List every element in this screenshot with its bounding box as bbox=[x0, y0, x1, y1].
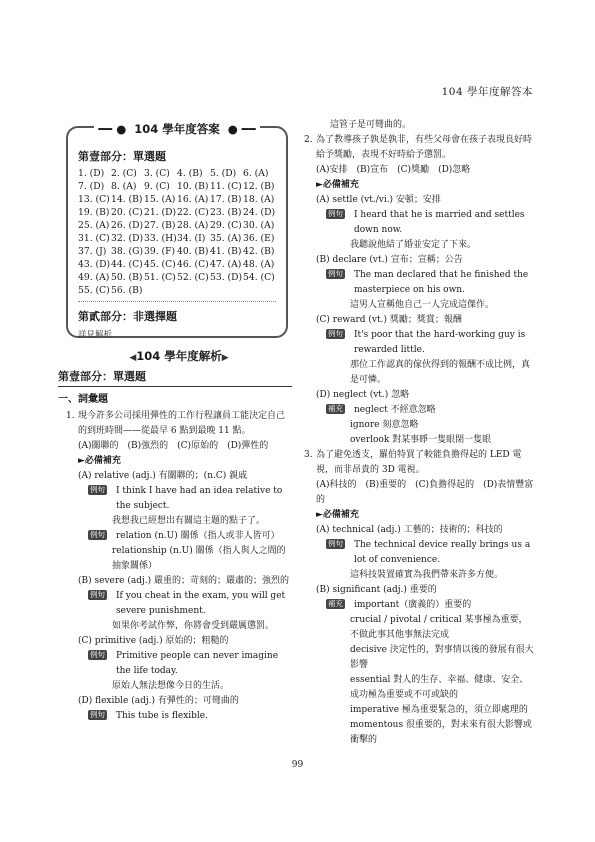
answer-cell: 19. (B) bbox=[78, 207, 110, 218]
answer-cell: 10. (B) bbox=[177, 181, 209, 192]
answer-cell: 5. (D) bbox=[210, 168, 237, 179]
analysis-title: ◀104 學年度解析▶ bbox=[129, 349, 229, 363]
answer-cell: 20. (C) bbox=[111, 207, 143, 218]
answer-cell: 15. (A) bbox=[144, 194, 176, 205]
q1-d-def: (D) flexible (adj.) 有彈性的；可彎曲的 bbox=[78, 696, 239, 706]
answer-cell: 17. (B) bbox=[210, 194, 242, 205]
q1-supplement-heading: ►必備補充 bbox=[78, 456, 121, 466]
answer-cell: 34. (I) bbox=[177, 233, 206, 244]
answer-cell: 47. (A) bbox=[210, 259, 242, 270]
answer-cell: 54. (C) bbox=[243, 272, 275, 283]
page-number: 99 bbox=[291, 760, 304, 770]
part2-heading: 第貳部分：非選擇題 bbox=[78, 310, 177, 323]
answer-cell: 38. (G) bbox=[111, 246, 144, 257]
answer-cell: 29. (C) bbox=[210, 220, 242, 231]
divider bbox=[78, 301, 276, 302]
answer-cell: 14. (B) bbox=[111, 194, 143, 205]
answer-cell: 40. (B) bbox=[177, 246, 209, 257]
q1-d-example-zh: 這管子是可彎曲的。 bbox=[330, 120, 412, 130]
answer-cell: 37. (J) bbox=[78, 246, 107, 257]
answer-cell: 21. (D) bbox=[144, 207, 177, 218]
answer-cell: 25. (A) bbox=[78, 220, 110, 231]
right-column bbox=[304, 118, 534, 748]
answer-cell: 31. (C) bbox=[78, 233, 110, 244]
question-1: 1. 現今許多公司採用彈性的工作行程讓員工能決定自己的到班時間——從最早 6 點到最晚 11 點。 (A)關聯的 (B)強烈的 (C)原始的 (D)彈性的 ►必備補充 (A) relative (adj.) 有關聯的；(n.C) 親戚 例句 I think I have had an idea relative to the subject. 我想我已經想出有關這主題的點子了。 例句 relation (n.U) 關係（指人或非人皆可） relationship (n.U) 關係（指人與人之間的抽象關係） (B) severe (adj.) 嚴重的；苛刻的；嚴肅的；強烈的 例句 If you cheat in the exam, you will get severe punishment. 如果你考試作弊，你將會受到嚴厲懲罰。 (C) primitive (adj.) 原始的；粗糙的 例句 Primitive people can never imagine the life today. 原始人無法想像今日的生活。 (D) flexible (adj.) 有彈性的；可彎曲的 例句 This tube is flexible. bbox=[66, 409, 292, 724]
answer-box-title: ━━ ● 104 學年度答案 ● ━━ bbox=[68, 118, 286, 137]
answer-cell: 45. (C) bbox=[144, 259, 176, 270]
q1-c-def: (C) primitive (adj.) 原始的；粗糙的 bbox=[78, 636, 229, 646]
answer-cell: 56. (B) bbox=[111, 285, 143, 296]
answer-cell: 6. (A) bbox=[243, 168, 269, 179]
answer-cell: 24. (D) bbox=[243, 207, 276, 218]
answer-cell: 13. (C) bbox=[78, 194, 110, 205]
answer-box bbox=[66, 122, 288, 340]
answer-cell: 51. (C) bbox=[144, 272, 176, 283]
answer-cell: 50. (B) bbox=[111, 272, 143, 283]
answer-cell: 16. (A) bbox=[177, 194, 209, 205]
answer-cell: 12. (B) bbox=[243, 181, 275, 192]
analysis-part1-heading: 第壹部分：單選題 bbox=[58, 368, 292, 387]
answer-cell: 46. (C) bbox=[177, 259, 209, 270]
answer-cell: 30. (A) bbox=[243, 220, 275, 231]
part2-note: 詳見解析 bbox=[78, 330, 113, 340]
answer-cell: 3. (C) bbox=[144, 168, 170, 179]
q1-options: (A)關聯的 (B)強烈的 (C)原始的 (D)彈性的 bbox=[78, 441, 269, 451]
answer-cell: 53. (D) bbox=[210, 272, 243, 283]
answer-cell: 28. (A) bbox=[177, 220, 209, 231]
answer-cell: 44. (C) bbox=[111, 259, 143, 270]
answer-cell: 7. (D) bbox=[78, 181, 105, 192]
answer-cell: 32. (D) bbox=[111, 233, 144, 244]
answer-cell: 43. (D) bbox=[78, 259, 111, 270]
answer-cell: 49. (A) bbox=[78, 272, 110, 283]
answer-cell: 26. (D) bbox=[111, 220, 144, 231]
left-column bbox=[58, 118, 292, 724]
answer-cell: 1. (D) bbox=[78, 168, 105, 179]
q1-b-def: (B) severe (adj.) 嚴重的；苛刻的；嚴肅的；強烈的 bbox=[78, 576, 290, 586]
section-heading: 一、詞彙題 bbox=[58, 394, 108, 405]
answer-cell: 22. (C) bbox=[177, 207, 209, 218]
answer-grid bbox=[78, 168, 276, 296]
answer-cell: 39. (F) bbox=[144, 246, 176, 257]
part1-heading: 第壹部分：單選題 bbox=[78, 150, 166, 163]
answer-cell: 35. (A) bbox=[210, 233, 242, 244]
answer-cell: 18. (A) bbox=[243, 194, 275, 205]
question-2: 2. 為了教導孩子孰是孰非，有些父母會在孩子表現良好時給予獎勵，表現不好時給予懲罰。 (A)安排 (B)宣布 (C)獎勵 (D)忽略 ►必備補充 (A) settle (vt./vi.) 安頓；安排 例句 I heard that he is married and settles down now. 我聽說他結了婚並安定了下來。 (B) declare (vt.) 宣布；宣稱；公告 例句 The man declared that he finished the masterpiece on his own. 這男人宣稱他自己一人完成這傑作。 (C) reward (vt.) 獎勵；獎賞；報酬 例句 It's poor that the hard-working guy is rewarded little. 那位工作認真的傢伙得到的報酬不成比例，真是可憐。 (D) neglect (vt.) 忽略 補充 neglect 不經意忽略 ignore 刻意忽略 overlook 對某事睜一隻眼閉一隻眼 bbox=[304, 135, 533, 445]
answer-cell: 41. (B) bbox=[210, 246, 242, 257]
answer-cell: 8. (A) bbox=[111, 181, 137, 192]
question-3: 3. 為了避免透支，羅伯特買了較能負擔得起的 LED 電視，而非昂貴的 3D 電視。 (A)科技的 (B)重要的 (C)負擔得起的 (D)表情豐富的 ►必備補充 (A) technical (adj.) 工藝的；技術的；科技的 例句 The technical device really brings us a lot of convenience. 這科技裝置確實為我們帶來許多方便。 (B) significant (adj.) 重要的 補充 important（廣義的）重要的 crucial / pivotal / critical 某事極為重要，不做此事其他事無法完成 decisive 決定性的，對事情以後的發展有很大影響 essential 對人的生存、幸福、健康、安全、成功極為重要或不可或缺的 imperative 極為重要緊急的，須立即處理的 momentous 很重要的，對未來有很大影響或衝擊的 bbox=[304, 450, 534, 745]
answer-cell: 11. (C) bbox=[210, 181, 242, 192]
answer-cell: 33. (H) bbox=[144, 233, 177, 244]
answer-cell: 23. (B) bbox=[210, 207, 242, 218]
answer-cell: 52. (C) bbox=[177, 272, 209, 283]
answer-cell: 42. (B) bbox=[243, 246, 275, 257]
q1-a-def: (A) relative (adj.) 有關聯的；(n.C) 親戚 bbox=[78, 471, 248, 481]
answer-cell: 27. (B) bbox=[144, 220, 176, 231]
answer-cell: 4. (B) bbox=[177, 168, 203, 179]
answer-cell: 9. (C) bbox=[144, 181, 170, 192]
answer-cell: 55. (C) bbox=[78, 285, 110, 296]
answer-cell: 48. (A) bbox=[243, 259, 275, 270]
answer-cell: 2. (C) bbox=[111, 168, 137, 179]
answer-cell: 36. (E) bbox=[243, 233, 275, 244]
running-head: 104 學年度解答本 bbox=[441, 86, 533, 98]
